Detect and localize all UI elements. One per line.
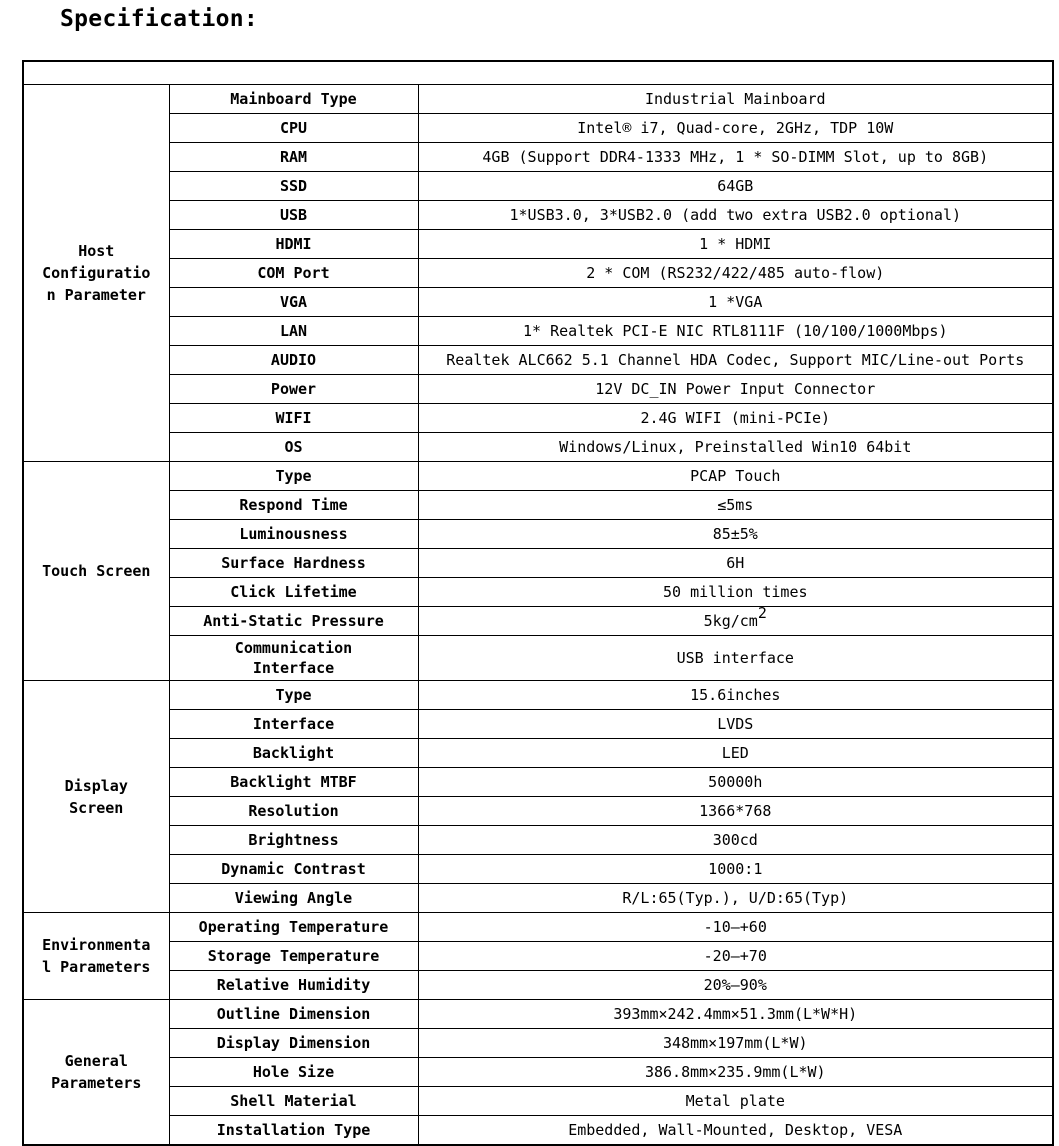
value-cell: USB interface bbox=[418, 636, 1053, 681]
parameter-cell: AUDIO bbox=[169, 346, 418, 375]
value-cell: Metal plate bbox=[418, 1087, 1053, 1116]
table-row bbox=[23, 259, 1053, 288]
table-row bbox=[23, 971, 1053, 1000]
value-cell: LED bbox=[418, 739, 1053, 768]
page-title: Specification: bbox=[60, 6, 259, 32]
parameter-cell: Anti-Static Pressure bbox=[169, 607, 418, 636]
parameter-cell: Type bbox=[169, 462, 418, 491]
table-row bbox=[23, 317, 1053, 346]
table-row bbox=[23, 913, 1053, 942]
table-row bbox=[23, 797, 1053, 826]
value-cell: 1* Realtek PCI-E NIC RTL8111F (10/100/1000Mbps) bbox=[418, 317, 1053, 346]
table-row bbox=[23, 1000, 1053, 1029]
parameter-cell: RAM bbox=[169, 143, 418, 172]
value-cell: 300cd bbox=[418, 826, 1053, 855]
parameter-cell: Storage Temperature bbox=[169, 942, 418, 971]
table-row bbox=[23, 375, 1053, 404]
parameter-cell: Luminousness bbox=[169, 520, 418, 549]
parameter-cell: Outline Dimension bbox=[169, 1000, 418, 1029]
parameter-cell: Surface Hardness bbox=[169, 549, 418, 578]
value-cell: 393mm×242.4mm×51.3mm(L*W*H) bbox=[418, 1000, 1053, 1029]
value-cell: 50 million times bbox=[418, 578, 1053, 607]
parameter-cell: Display Dimension bbox=[169, 1029, 418, 1058]
value-cell: 50000h bbox=[418, 768, 1053, 797]
value-cell: 1000:1 bbox=[418, 855, 1053, 884]
table-row bbox=[23, 288, 1053, 317]
table-row bbox=[23, 636, 1053, 681]
parameter-cell: Viewing Angle bbox=[169, 884, 418, 913]
table-row bbox=[23, 1116, 1053, 1146]
parameter-cell: Installation Type bbox=[169, 1116, 418, 1146]
parameter-cell: Brightness bbox=[169, 826, 418, 855]
parameter-cell: LAN bbox=[169, 317, 418, 346]
parameter-cell: Hole Size bbox=[169, 1058, 418, 1087]
table-row bbox=[23, 85, 1053, 114]
parameter-cell: Interface bbox=[169, 710, 418, 739]
parameter-cell: Type bbox=[169, 681, 418, 710]
category-cell: Host Configuration Parameter bbox=[23, 85, 169, 462]
parameter-cell: HDMI bbox=[169, 230, 418, 259]
value-cell: 4GB (Support DDR4-1333 MHz, 1 * SO-DIMM Slot, up to 8GB) bbox=[418, 143, 1053, 172]
value-cell: 386.8mm×235.9mm(L*W) bbox=[418, 1058, 1053, 1087]
table-row bbox=[23, 520, 1053, 549]
category-cell: Touch Screen bbox=[23, 462, 169, 681]
category-cell: Environmental Parameters bbox=[23, 913, 169, 1000]
value-cell: 348mm×197mm(L*W) bbox=[418, 1029, 1053, 1058]
value-cell: 2.4G WIFI (mini-PCIe) bbox=[418, 404, 1053, 433]
value-cell: 1 * HDMI bbox=[418, 230, 1053, 259]
table-row bbox=[23, 433, 1053, 462]
table-row bbox=[23, 143, 1053, 172]
table-row bbox=[23, 942, 1053, 971]
table-row bbox=[23, 346, 1053, 375]
value-cell: Realtek ALC662 5.1 Channel HDA Codec, Support MIC/Line-out Ports bbox=[418, 346, 1053, 375]
value-cell: Intel® i7, Quad-core, 2GHz, TDP 10W bbox=[418, 114, 1053, 143]
parameter-cell: Shell Material bbox=[169, 1087, 418, 1116]
parameter-cell: SSD bbox=[169, 172, 418, 201]
parameter-cell: COM Port bbox=[169, 259, 418, 288]
value-cell: 15.6inches bbox=[418, 681, 1053, 710]
value-cell: -20—+70 bbox=[418, 942, 1053, 971]
table-row bbox=[23, 114, 1053, 143]
spec-table bbox=[22, 60, 1054, 1146]
value-cell: 20%—90% bbox=[418, 971, 1053, 1000]
value-cell: 1 *VGA bbox=[418, 288, 1053, 317]
empty-header-cell bbox=[23, 61, 1053, 85]
table-row bbox=[23, 578, 1053, 607]
value-cell: -10—+60 bbox=[418, 913, 1053, 942]
parameter-cell: Backlight MTBF bbox=[169, 768, 418, 797]
parameter-cell: Resolution bbox=[169, 797, 418, 826]
table-row bbox=[23, 172, 1053, 201]
table-row bbox=[23, 201, 1053, 230]
value-cell: PCAP Touch bbox=[418, 462, 1053, 491]
parameter-cell: CPU bbox=[169, 114, 418, 143]
table-row bbox=[23, 1029, 1053, 1058]
value-cell: 1366*768 bbox=[418, 797, 1053, 826]
table-row bbox=[23, 404, 1053, 433]
table-row bbox=[23, 1058, 1053, 1087]
value-cell: Embedded, Wall-Mounted, Desktop, VESA bbox=[418, 1116, 1053, 1146]
table-row bbox=[23, 681, 1053, 710]
table-row bbox=[23, 826, 1053, 855]
parameter-cell: Click Lifetime bbox=[169, 578, 418, 607]
value-cell: 1*USB3.0, 3*USB2.0 (add two extra USB2.0 optional) bbox=[418, 201, 1053, 230]
table-row bbox=[23, 491, 1053, 520]
table-row bbox=[23, 607, 1053, 636]
category-cell: General Parameters bbox=[23, 1000, 169, 1146]
parameter-cell: Power bbox=[169, 375, 418, 404]
table-row bbox=[23, 230, 1053, 259]
parameter-cell: Respond Time bbox=[169, 491, 418, 520]
parameter-cell: WIFI bbox=[169, 404, 418, 433]
table-row bbox=[23, 1087, 1053, 1116]
parameter-cell: OS bbox=[169, 433, 418, 462]
table-row bbox=[23, 884, 1053, 913]
table-header-empty-row bbox=[23, 61, 1053, 85]
value-cell: 64GB bbox=[418, 172, 1053, 201]
value-cell: LVDS bbox=[418, 710, 1053, 739]
parameter-cell: Relative Humidity bbox=[169, 971, 418, 1000]
table-row bbox=[23, 855, 1053, 884]
parameter-cell: Mainboard Type bbox=[169, 85, 418, 114]
value-cell: 6H bbox=[418, 549, 1053, 578]
value-superscript: 2 bbox=[757, 604, 767, 622]
parameter-cell: Backlight bbox=[169, 739, 418, 768]
table-row bbox=[23, 710, 1053, 739]
spec-table-body bbox=[23, 85, 1053, 1146]
parameter-cell: Dynamic Contrast bbox=[169, 855, 418, 884]
table-row bbox=[23, 462, 1053, 491]
parameter-cell: Communication Interface bbox=[169, 636, 418, 681]
parameter-cell: VGA bbox=[169, 288, 418, 317]
table-row bbox=[23, 739, 1053, 768]
table-row bbox=[23, 768, 1053, 797]
value-cell: $5kg/cm^2$ bbox=[418, 607, 1053, 636]
value-cell: 2 * COM (RS232/422/485 auto-flow) bbox=[418, 259, 1053, 288]
value-cell: Industrial Mainboard bbox=[418, 85, 1053, 114]
value-cell: 12V DC_IN Power Input Connector bbox=[418, 375, 1053, 404]
parameter-cell: Operating Temperature bbox=[169, 913, 418, 942]
table-row bbox=[23, 549, 1053, 578]
parameter-cell: USB bbox=[169, 201, 418, 230]
value-cell: R/L:65(Typ.), U/D:65(Typ) bbox=[418, 884, 1053, 913]
value-cell: Windows/Linux, Preinstalled Win10 64bit bbox=[418, 433, 1053, 462]
category-cell: Display Screen bbox=[23, 681, 169, 913]
value-cell: 85±5% bbox=[418, 520, 1053, 549]
value-cell: ≤5ms bbox=[418, 491, 1053, 520]
